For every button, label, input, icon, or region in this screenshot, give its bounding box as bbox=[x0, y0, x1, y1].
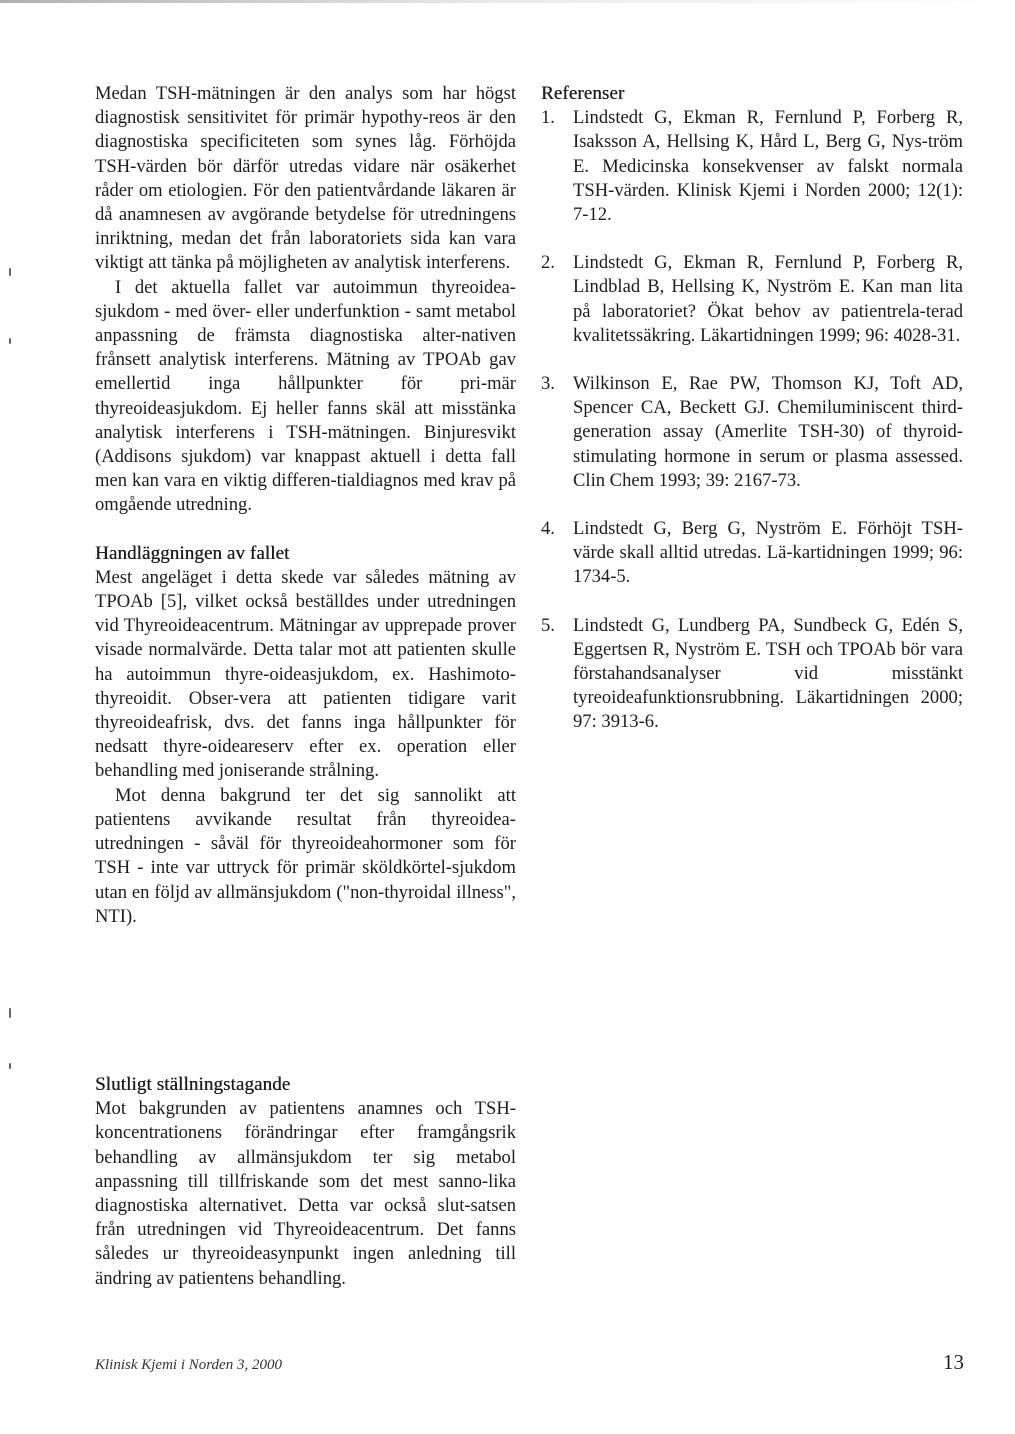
section-heading-handlaggning: Handläggningen av fallet bbox=[95, 542, 290, 564]
body-paragraph: I det aktuella fallet var autoimmun thyreoidea-sjukdom - med över- eller underfunktion - samt metabol anpassning de främsta diagnostiska alter-nativen frånsett analytisk interferens. Mätning av TPOAb gav emellertid inga hållpunkter för pri-mär thyreoideasjukdom. Ej heller fanns skäl att misstänka analytisk interferens i TSH-mätningen. Binjuresvikt (Addisons sjukdom) var knappast aktuell i detta fall men kan vara en viktig differen-tialdiagnos med krav på omgående utredning. bbox=[95, 276, 516, 516]
left-column bbox=[95, 82, 516, 929]
body-paragraph: Medan TSH-mätningen är den analys som har högst diagnostisk sensitivitet för primär hypothy-reos är den diagnostiska specificiteten som synes låg. Förhöjda TSH-värden bör därför utredas vidare när osäkerhet råder om etiologien. För den patientvårdande läkaren är då anamnesen av avgörande betydelse för utredningens inriktning, medan det från laboratoriets sida kan vara viktigt att tänka på möjligheten av analytisk interferens. bbox=[95, 83, 516, 274]
reference-text: Lindstedt G, Ekman R, Fernlund P, Forberg R, Lindblad B, Hellsing K, Nyström E. Kan man lita på laboratoriet? Ökat behov av patientrela-terad kvalitetssäkring. Läkartidningen 1999; 96: 4028-31. bbox=[573, 252, 963, 346]
reference-text: Lindstedt G, Ekman R, Fernlund P, Forberg R, Isaksson A, Hellsing K, Hård L, Berg G, Nys-tröm E. Medicinska konsekvenser av falskt normala TSH-värden. Klinisk Kjemi i Norden 2000; 12(1): 7-12. bbox=[573, 107, 963, 226]
reference-list bbox=[541, 106, 963, 734]
page-number: 13 bbox=[943, 1350, 964, 1374]
reference-number: 4. bbox=[541, 518, 555, 540]
reference-item bbox=[541, 251, 963, 348]
reference-number: 5. bbox=[541, 614, 555, 636]
scan-margin-mark bbox=[9, 1008, 11, 1018]
references-heading: Referenser bbox=[541, 83, 625, 104]
body-paragraph: Mot denna bakgrund ter det sig sannolikt att patientens avvikande resultat från thyreoidea-utredningen - såväl för thyreoideahormoner som för TSH - inte var uttryck för primär sköldkörtel-sjukdom utan en följd av allmänsjukdom ("non-thyroidal illness", NTI). bbox=[95, 784, 516, 927]
body-paragraph: Mest angeläget i detta skede var således mätning av TPOAb [5], vilket också beställdes under utredningen vid Thyreoideacentrum. Mätningar av upprepade prover visade normalvärde. Detta talar mot att patienten skulle ha autoimmun thyre-oideasjukdom, ex. Hashimoto-thyreoidit. Obser-vera att patienten tidigare varit thyreoideafrisk, dvs. det fanns inga hållpunkter för nedsatt thyre-oideareserv efter ex. operation eller behandling med joniserande strålning. bbox=[95, 566, 516, 782]
reference-item bbox=[541, 106, 963, 227]
reference-text: Lindstedt G, Berg G, Nyström E. Förhöjt TSH-värde skall alltid utredas. Lä-kartidningen 1999; 96: 1734-5. bbox=[573, 518, 963, 588]
reference-number: 2. bbox=[541, 252, 555, 274]
scan-margin-mark bbox=[9, 1063, 11, 1069]
scan-margin-mark bbox=[9, 338, 11, 344]
scan-edge-line bbox=[0, 0, 1015, 3]
scan-margin-mark bbox=[9, 268, 11, 276]
reference-text: Wilkinson E, Rae PW, Thomson KJ, Toft AD, Spencer CA, Beckett GJ. Chemiluminiscent third-generation assay (Amerlite TSH-30) of thyroid-stimulating hormone in serum or plasma assessed. Clin Chem 1993; 39: 2167-73. bbox=[573, 373, 963, 491]
left-column-bottom bbox=[95, 1073, 516, 1291]
body-paragraph: Mot bakgrunden av patientens anamnes och TSH-koncentrationens förändringar efter framgångsrik behandling av allmänsjukdom ter sig metabol anpassning till tillfriskande som det mest sanno-lika diagnostiska alternativet. Detta var också slut-satsen från utredningen vid Thyreoideacentrum. Det fanns således ur thyreoideasynpunkt ingen anledning till ändring av patientens behandling. bbox=[95, 1098, 516, 1289]
footer-journal-title: Klinisk Kjemi i Norden 3, 2000 bbox=[95, 1357, 282, 1373]
reference-item bbox=[541, 614, 963, 735]
reference-item bbox=[541, 372, 963, 493]
reference-text: Lindstedt G, Lundberg PA, Sundbeck G, Edén S, Eggertsen R, Nyström E. TSH och TPOAb bör vara förstahandsanalyser vid misstänkt tyreoideafunktionsrubbning. Läkartidningen 2000; 97: 3913-6. bbox=[573, 614, 963, 733]
reference-number: 3. bbox=[541, 373, 555, 395]
section-heading-slutligt: Slutligt ställningstagande bbox=[95, 1074, 291, 1095]
reference-item bbox=[541, 517, 963, 590]
references-column bbox=[541, 82, 963, 759]
reference-number: 1. bbox=[541, 107, 555, 129]
